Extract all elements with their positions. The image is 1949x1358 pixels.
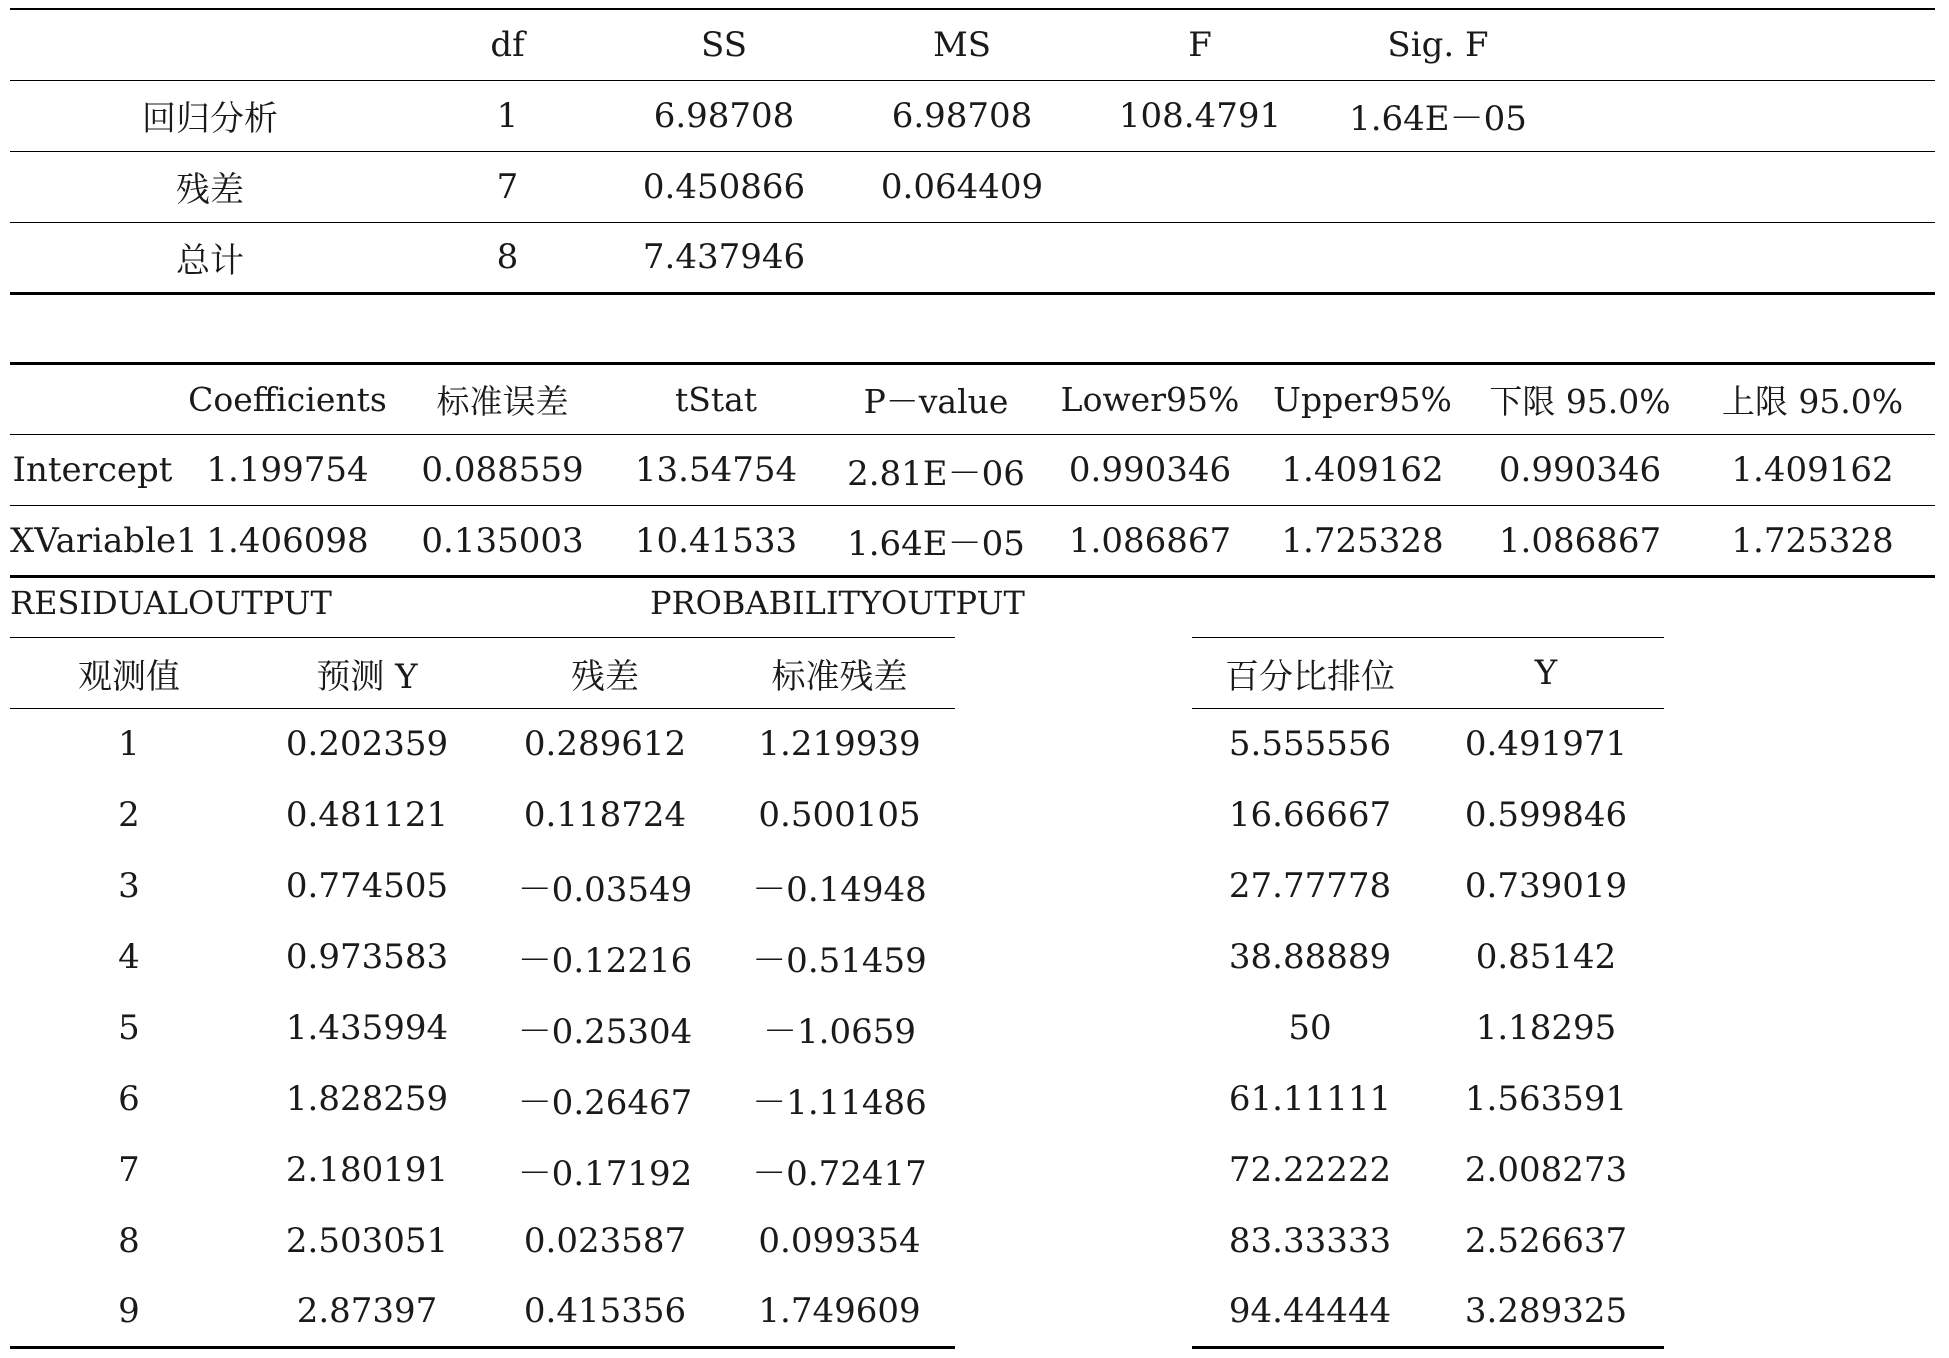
anova-cell: 1 xyxy=(410,80,605,151)
coefficients-cell: 0.088559 xyxy=(400,435,605,506)
probability-cell: 2.526637 xyxy=(1464,1221,1628,1261)
residual-header-cell: 残差 xyxy=(486,638,724,709)
residual-cell: 0.481121 xyxy=(285,795,449,835)
probability-cell: 1.18295 xyxy=(1475,1008,1617,1048)
coefficients-cell: 2.81E－06 xyxy=(827,435,1045,506)
anova-cell: 108.4791 xyxy=(1081,80,1319,151)
probability-row xyxy=(1192,1135,1664,1206)
probability-cell: 5.555556 xyxy=(1228,724,1392,765)
coefficients-header-cell: Coefficients xyxy=(188,380,387,419)
probability-row xyxy=(1192,780,1664,851)
residual-header-cell: 预测 Y xyxy=(248,638,486,709)
coefficients-header-cell: Lower95% xyxy=(1060,380,1240,419)
coefficients-cell: 1.086867 xyxy=(1045,506,1255,577)
probability-cell: 0.491971 xyxy=(1464,724,1628,765)
anova-cell: 回归分析 xyxy=(10,80,410,151)
residual-cell: 9 xyxy=(118,1291,140,1332)
coefficients-header-cell: tStat xyxy=(674,380,758,419)
probability-header-cell: 百分比排位 xyxy=(1192,638,1428,709)
residual-cell: 2.180191 xyxy=(285,1150,449,1190)
residual-cell: 1 xyxy=(118,724,140,765)
residual-row xyxy=(10,1064,955,1135)
residual-row xyxy=(10,851,955,922)
anova-header-cell: df xyxy=(490,24,525,65)
coefficients-header-cell: 上限 95.0% xyxy=(1721,382,1904,421)
anova-table xyxy=(10,8,1935,295)
residual-cell: 1.828259 xyxy=(285,1079,449,1119)
coefficients-cell: 0.990346 xyxy=(1045,435,1255,506)
coefficients-cell: 1.725328 xyxy=(1690,506,1935,577)
residual-row xyxy=(10,1135,955,1206)
residual-cell: 0.023587 xyxy=(523,1221,687,1261)
probability-cell: 0.599846 xyxy=(1464,795,1628,835)
residual-header-cell: 标准残差 xyxy=(724,638,955,709)
coefficients-cell: 1.725328 xyxy=(1255,506,1470,577)
coefficients-header-cell xyxy=(10,364,175,435)
residual-cell: 0.500105 xyxy=(758,795,921,835)
probability-cell: 16.66667 xyxy=(1228,795,1392,835)
residual-cell: －0.14948 xyxy=(752,869,927,910)
residual-cell: 4 xyxy=(118,937,140,977)
probability-row xyxy=(1192,1206,1664,1277)
anova-cell: 0.064409 xyxy=(843,151,1081,222)
coefficients-cell: 13.54754 xyxy=(605,435,827,506)
residual-cell: －0.72417 xyxy=(752,1153,927,1194)
probability-header-row xyxy=(1192,638,1664,709)
anova-cell: 0.450866 xyxy=(605,151,843,222)
coefficients-header-row xyxy=(10,364,1935,435)
residual-cell: 5 xyxy=(118,1008,140,1048)
probability-cell: 94.44444 xyxy=(1228,1291,1392,1332)
residual-cell: 0.289612 xyxy=(523,724,687,765)
probability-cell: 1.563591 xyxy=(1464,1079,1628,1119)
coefficients-row xyxy=(10,506,1935,577)
coefficients-cell: 1.199754 xyxy=(175,435,400,506)
probability-cell: 50 xyxy=(1288,1008,1332,1048)
anova-row xyxy=(10,80,1935,151)
probability-cell: 38.88889 xyxy=(1228,937,1392,977)
coefficients-cell: 0.990346 xyxy=(1470,435,1690,506)
probability-cell: 61.11111 xyxy=(1228,1079,1392,1119)
residual-row xyxy=(10,1277,955,1348)
anova-cell: 6.98708 xyxy=(605,80,843,151)
probability-cell: 72.22222 xyxy=(1228,1150,1392,1190)
residual-cell: 1.435994 xyxy=(285,1008,449,1048)
probability-row xyxy=(1192,993,1664,1064)
residual-cell: 6 xyxy=(118,1079,140,1119)
probability-row xyxy=(1192,922,1664,993)
residual-cell: 1.749609 xyxy=(758,1291,921,1332)
residual-cell: 0.118724 xyxy=(523,795,687,835)
coefficients-cell: XVariable1 xyxy=(10,506,175,577)
coefficients-cell: 10.41533 xyxy=(605,506,827,577)
anova-cell: 8 xyxy=(410,222,605,293)
probability-output-table xyxy=(1192,637,1664,1349)
coefficients-cell: Intercept xyxy=(10,435,175,506)
coefficients-cell: 1.086867 xyxy=(1470,506,1690,577)
coefficients-header-cell: 下限 95.0% xyxy=(1489,382,1671,421)
residual-cell: 3 xyxy=(118,866,140,906)
residual-header-row xyxy=(10,638,955,709)
probability-row xyxy=(1192,1277,1664,1348)
probability-header-cell: Y xyxy=(1428,638,1664,709)
coefficients-cell: 1.409162 xyxy=(1255,435,1470,506)
anova-cell: 7.437946 xyxy=(605,222,843,293)
anova-cell: 总计 xyxy=(10,222,410,293)
coefficients-cell: 1.409162 xyxy=(1690,435,1935,506)
probability-cell: 3.289325 xyxy=(1464,1291,1628,1332)
residual-row xyxy=(10,780,955,851)
coefficients-header-cell: Upper95% xyxy=(1273,380,1452,419)
anova-header-cell: F xyxy=(1188,24,1212,65)
anova-cell: 残差 xyxy=(10,151,410,222)
residual-cell: 0.099354 xyxy=(758,1221,921,1261)
probability-cell: 27.77778 xyxy=(1228,866,1392,906)
anova-header-cell: Sig. F xyxy=(1387,24,1489,65)
residual-cell: －0.26467 xyxy=(517,1082,693,1123)
residual-cell: 8 xyxy=(118,1221,140,1261)
anova-cell: 6.98708 xyxy=(843,80,1081,151)
residual-cell: －1.0659 xyxy=(763,1011,916,1052)
residual-cell: 0.415356 xyxy=(523,1291,687,1332)
anova-row xyxy=(10,151,1935,222)
residual-row xyxy=(10,1206,955,1277)
residual-cell: －0.51459 xyxy=(752,940,927,981)
residual-cell: －0.12216 xyxy=(517,940,693,981)
probability-output-title: PROBABILITYOUTPUT xyxy=(650,584,1025,622)
coefficients-cell: 0.135003 xyxy=(400,506,605,577)
anova-cell: 7 xyxy=(410,151,605,222)
coefficients-header-cell: 标准误差 xyxy=(436,382,569,421)
residual-cell: 2.87397 xyxy=(296,1291,438,1332)
anova-header-cell: MS xyxy=(932,24,992,65)
residual-row xyxy=(10,922,955,993)
residual-cell: －0.25304 xyxy=(517,1011,693,1052)
residual-output-table xyxy=(10,637,955,1349)
coefficients-cell: 1.64E－05 xyxy=(827,506,1045,577)
residual-cell: －0.03549 xyxy=(517,869,693,910)
anova-cell: 1.64E－05 xyxy=(1319,80,1557,151)
probability-cell: 2.008273 xyxy=(1464,1150,1628,1190)
probability-row xyxy=(1192,851,1664,922)
residual-cell: －1.11486 xyxy=(752,1082,927,1123)
coefficients-header-cell: P－value xyxy=(863,382,1009,421)
residual-row xyxy=(10,709,955,780)
anova-cell xyxy=(1081,151,1319,222)
probability-row xyxy=(1192,1064,1664,1135)
residual-cell: 7 xyxy=(118,1150,140,1190)
anova-header-row xyxy=(10,9,1935,80)
coefficients-row xyxy=(10,435,1935,506)
residual-cell: 2 xyxy=(118,795,140,835)
anova-cell xyxy=(843,222,1081,293)
probability-cell: 0.85142 xyxy=(1475,937,1617,977)
coefficients-table xyxy=(10,362,1935,578)
residual-header-cell: 观测值 xyxy=(10,638,248,709)
residual-cell: －0.17192 xyxy=(517,1153,693,1194)
probability-cell: 0.739019 xyxy=(1464,866,1628,906)
anova-header-cell: SS xyxy=(701,24,747,65)
residual-cell: 0.774505 xyxy=(285,866,449,906)
residual-cell: 0.202359 xyxy=(285,724,449,765)
anova-cell xyxy=(1081,222,1319,293)
residual-cell: 1.219939 xyxy=(758,724,921,765)
residual-output-title: RESIDUALOUTPUT xyxy=(10,584,332,622)
coefficients-cell: 1.406098 xyxy=(175,506,400,577)
anova-cell xyxy=(1319,151,1557,222)
residual-cell: 2.503051 xyxy=(285,1221,449,1261)
probability-row xyxy=(1192,709,1664,780)
probability-cell: 83.33333 xyxy=(1228,1221,1392,1261)
residual-row xyxy=(10,993,955,1064)
anova-row xyxy=(10,222,1935,293)
residual-cell: 0.973583 xyxy=(285,937,449,977)
anova-header-cell xyxy=(10,9,410,80)
anova-cell xyxy=(1319,222,1557,293)
